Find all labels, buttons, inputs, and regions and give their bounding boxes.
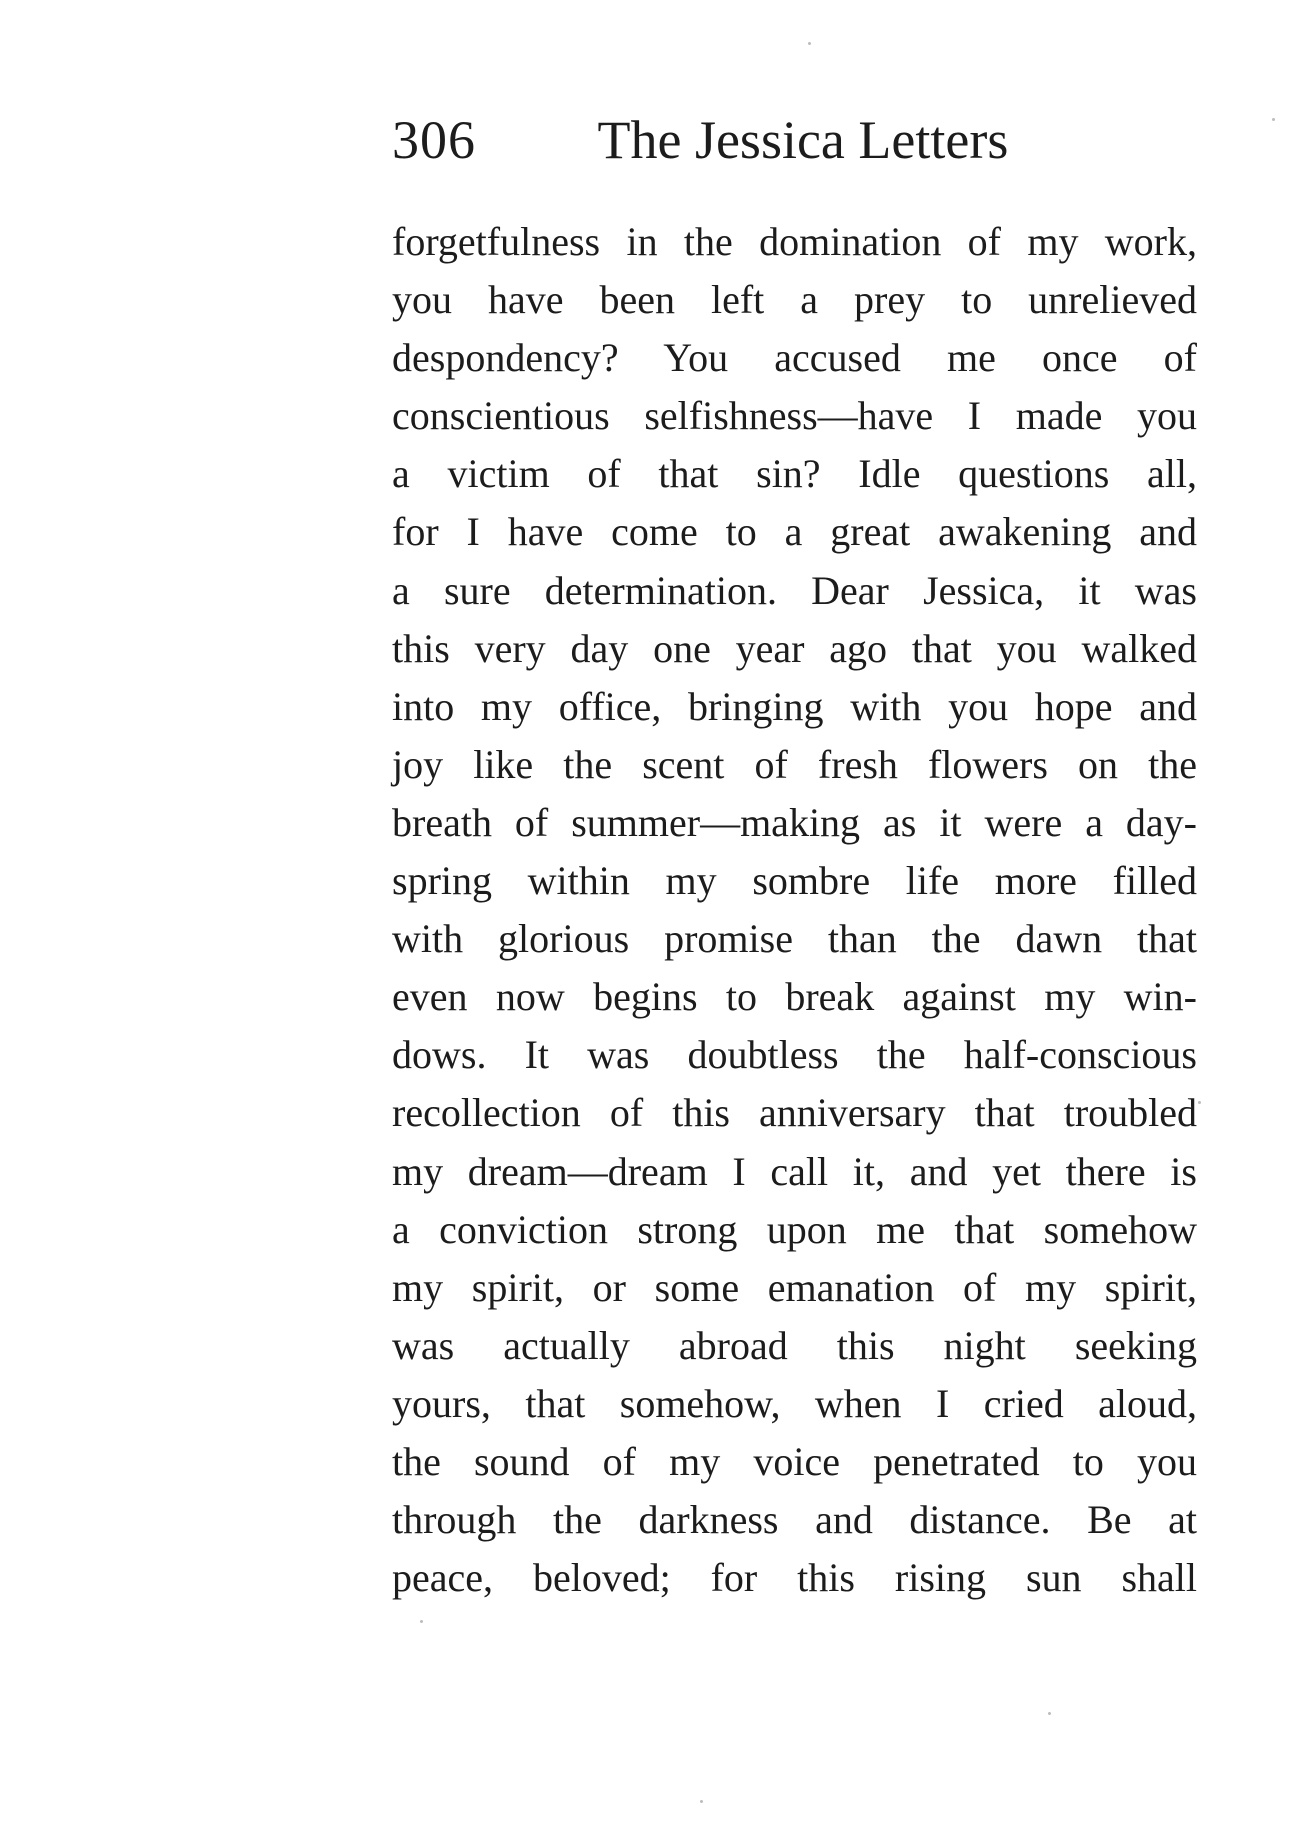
text-line: peace, beloved; for this rising sun shall: [392, 1555, 1197, 1601]
running-head: [392, 105, 1012, 175]
text-line: recollection of this anniversary that troubled: [392, 1090, 1197, 1136]
text-line: the sound of my voice penetrated to you: [392, 1438, 1197, 1484]
text-line: was actually abroad this night seeking: [392, 1322, 1197, 1368]
text-line: through the darkness and distance. Be at: [392, 1497, 1197, 1543]
paper-speck: [808, 42, 811, 45]
text-line: you have been left a prey to unrelieved: [392, 277, 1197, 323]
text-line: despondency? You accused me once of: [392, 335, 1197, 381]
text-line: forgetfulness in the domination of my work,: [392, 219, 1197, 264]
text-line: yours, that somehow, when I cried aloud,: [392, 1380, 1197, 1426]
page-number: 306: [392, 110, 476, 170]
text-line: my spirit, or some emanation of my spirit,: [392, 1264, 1197, 1310]
paper-speck: [420, 1620, 423, 1623]
text-line: dows. It was doubtless the half-conscious: [392, 1032, 1197, 1078]
paper-speck: [700, 1800, 703, 1803]
paper-speck: [1272, 118, 1275, 121]
paper-speck: [1048, 1712, 1051, 1715]
text-line: my dream—dream I call it, and yet there is: [392, 1148, 1197, 1194]
text-line: a victim of that sin? Idle questions all,: [392, 451, 1197, 497]
text-line: conscientious selfishness—have I made you: [392, 393, 1197, 439]
text-line: even now begins to break against my win-: [392, 974, 1197, 1020]
text-line: for I have come to a great awakening and: [392, 509, 1197, 555]
text-line: joy like the scent of fresh flowers on the: [392, 741, 1197, 787]
paper-speck: [1198, 1101, 1201, 1104]
running-title: The Jessica Letters: [597, 110, 1009, 170]
text-line: a conviction strong upon me that somehow: [392, 1206, 1197, 1252]
text-line: with glorious promise than the dawn that: [392, 916, 1197, 962]
text-line: this very day one year ago that you walked: [392, 625, 1197, 671]
text-line: a sure determination. Dear Jessica, it was: [392, 567, 1197, 613]
text-line: breath of summer—making as it were a day-: [392, 799, 1197, 845]
text-line: into my office, bringing with you hope and: [392, 683, 1197, 729]
text-line: spring within my sombre life more filled: [392, 858, 1197, 904]
body-text: [392, 213, 1197, 1607]
